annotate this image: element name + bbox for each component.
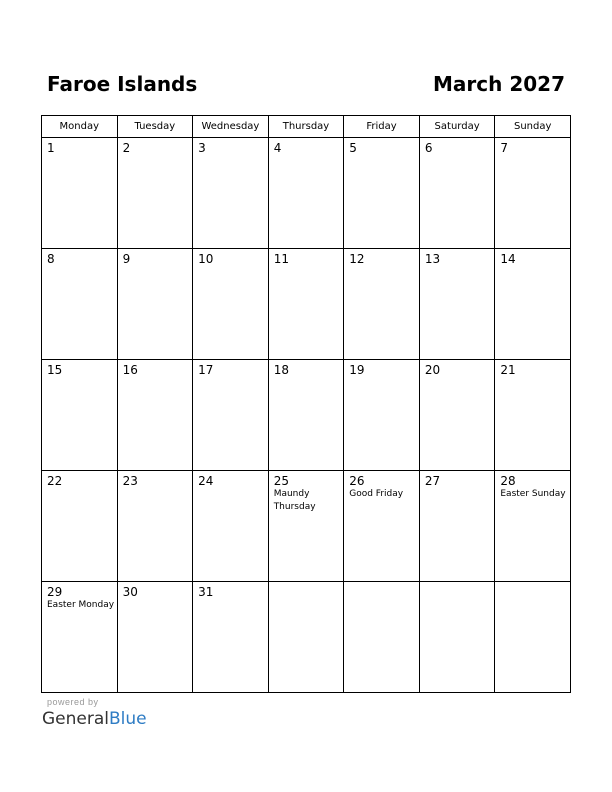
weekday-header: Friday xyxy=(344,116,420,138)
day-number: 25 xyxy=(273,474,289,488)
day-cell xyxy=(268,471,344,582)
country-title: Faroe Islands xyxy=(47,72,198,96)
day-number: 20 xyxy=(424,363,441,377)
day-number xyxy=(269,582,344,585)
day-cell xyxy=(193,249,269,360)
day-number: 23 xyxy=(122,474,138,488)
day-number: 26 xyxy=(349,474,365,488)
day-cell xyxy=(344,138,420,249)
week-row xyxy=(42,360,571,471)
day-number: 21 xyxy=(500,363,516,377)
weekday-header-row xyxy=(42,116,571,138)
day-number: 11 xyxy=(273,252,289,266)
calendar-grid xyxy=(41,115,571,693)
week-row xyxy=(42,582,571,693)
day-number: 31 xyxy=(198,585,214,599)
day-cell xyxy=(117,249,193,360)
week-row xyxy=(42,471,571,582)
day-number xyxy=(495,582,570,585)
day-number: 27 xyxy=(424,474,441,488)
day-cell xyxy=(42,471,118,582)
day-number: 10 xyxy=(198,252,214,266)
week-row xyxy=(42,249,571,360)
weekday-header: Wednesday xyxy=(193,116,269,138)
day-cell xyxy=(268,138,344,249)
day-number: 24 xyxy=(198,474,214,488)
day-number xyxy=(344,582,419,585)
month-title: March 2027 xyxy=(433,72,565,96)
day-number: 8 xyxy=(47,252,55,266)
day-number: 12 xyxy=(349,252,365,266)
day-cell xyxy=(344,249,420,360)
day-cell xyxy=(344,360,420,471)
day-cell xyxy=(495,582,571,693)
day-cell xyxy=(419,471,495,582)
day-cell xyxy=(344,582,420,693)
holiday-label: Maundy Thursday xyxy=(273,489,316,512)
weekday-header: Thursday xyxy=(268,116,344,138)
holiday-label: Easter Sunday xyxy=(500,489,566,499)
day-cell xyxy=(193,138,269,249)
day-number: 13 xyxy=(424,252,441,266)
day-number: 7 xyxy=(500,141,509,155)
week-row xyxy=(42,138,571,249)
weekday-header: Saturday xyxy=(419,116,495,138)
day-number: 14 xyxy=(500,252,516,266)
day-number: 17 xyxy=(198,363,214,377)
brand-general-text: General xyxy=(42,709,109,729)
day-number: 28 xyxy=(500,474,516,488)
day-number: 18 xyxy=(273,363,289,377)
day-cell xyxy=(117,471,193,582)
day-cell xyxy=(117,138,193,249)
day-cell xyxy=(193,471,269,582)
day-cell xyxy=(42,360,118,471)
day-number: 3 xyxy=(198,141,206,155)
day-number: 19 xyxy=(349,363,365,377)
day-cell xyxy=(193,582,269,693)
day-number: 1 xyxy=(47,141,55,155)
brand-blue-text: Blue xyxy=(109,709,147,729)
day-cell xyxy=(42,249,118,360)
day-number: 2 xyxy=(122,141,131,155)
day-cell xyxy=(117,360,193,471)
day-number: 16 xyxy=(122,363,138,377)
powered-by-text: powered by xyxy=(47,697,99,707)
weekday-header: Sunday xyxy=(495,116,571,138)
day-number: 15 xyxy=(47,363,63,377)
day-cell xyxy=(193,360,269,471)
holiday-label: Good Friday xyxy=(349,489,404,499)
day-cell xyxy=(344,471,420,582)
day-number: 22 xyxy=(47,474,63,488)
weekday-header: Monday xyxy=(42,116,118,138)
day-cell xyxy=(495,138,571,249)
day-cell xyxy=(268,582,344,693)
day-number: 6 xyxy=(424,141,433,155)
day-cell xyxy=(495,471,571,582)
day-cell xyxy=(268,249,344,360)
generalblue-logo[interactable] xyxy=(42,709,147,729)
day-cell xyxy=(495,249,571,360)
day-cell xyxy=(419,138,495,249)
day-cell xyxy=(268,360,344,471)
day-cell xyxy=(419,249,495,360)
holiday-label: Easter Monday xyxy=(47,600,115,610)
day-number: 29 xyxy=(47,585,63,599)
day-number: 5 xyxy=(349,141,357,155)
day-number: 30 xyxy=(122,585,138,599)
weekday-header: Tuesday xyxy=(117,116,193,138)
day-cell xyxy=(419,582,495,693)
day-cell xyxy=(117,582,193,693)
day-cell xyxy=(42,138,118,249)
day-number: 9 xyxy=(122,252,131,266)
day-cell xyxy=(42,582,118,693)
day-number xyxy=(420,582,495,585)
day-cell xyxy=(419,360,495,471)
day-number: 4 xyxy=(273,141,282,155)
day-cell xyxy=(495,360,571,471)
